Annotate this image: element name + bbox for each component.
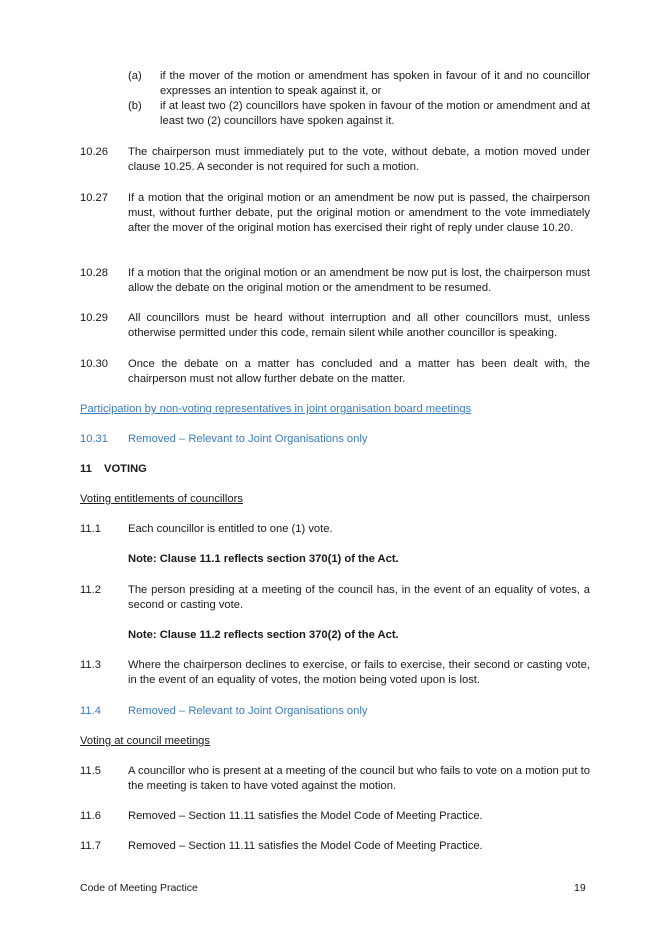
subclause-text: if the mover of the motion or amendment has spoken in favour of it and no councillor expresses an intention to speak against it, or	[160, 70, 590, 97]
clause-number: 11.3	[80, 659, 101, 671]
note: Note: Clause 11.1 reflects section 370(1) of the Act.	[128, 553, 399, 565]
subclause-text: if at least two (2) councillors have spoken in favour of the motion or amendment and at least two (2) councillors have spoken against it.	[160, 100, 590, 127]
note: Note: Clause 11.2 reflects section 370(2) of the Act.	[128, 629, 399, 641]
subheading: Voting at council meetings	[80, 735, 210, 747]
clause-number: 11.5	[80, 765, 101, 777]
clause-text: All councillors must be heard without interruption and all other councillors must, unless otherwise permitted under this code, remain silent while another councillor is speaking.	[128, 312, 590, 339]
clause-number: 11.1	[80, 523, 101, 535]
clause-number: 11.6	[80, 810, 101, 822]
section-title: VOTING	[104, 463, 147, 475]
clause-number: 10.30	[80, 358, 108, 370]
clause-text: If a motion that the original motion or an amendment be now put is lost, the chairperson must allow the debate on the original motion or the amendment to be resumed.	[128, 267, 590, 294]
clause-number: 11.4	[80, 705, 101, 717]
clause-text: Each councillor is entitled to one (1) vote.	[128, 523, 333, 535]
clause-text: Removed – Section 11.11 satisfies the Model Code of Meeting Practice.	[128, 810, 483, 822]
clause-number: 10.31	[80, 433, 108, 445]
clause-number: 10.27	[80, 192, 108, 204]
section-number: 11	[80, 463, 92, 475]
clause-text: Removed – Relevant to Joint Organisations only	[128, 433, 368, 445]
participation-heading-link[interactable]: Participation by non-voting representatives in joint organisation board meetings	[80, 403, 472, 415]
clause-text: The person presiding at a meeting of the council has, in the event of an equality of votes, a second or casting vote.	[128, 584, 590, 611]
subclause-label: (b)	[128, 100, 142, 112]
clause-text: Removed – Section 11.11 satisfies the Model Code of Meeting Practice.	[128, 840, 483, 852]
page-number: 19	[574, 882, 586, 894]
clause-text: Where the chairperson declines to exercise, or fails to exercise, their second or casting vote, in the event of an equality of votes, the motion being voted upon is lost.	[128, 659, 590, 686]
clause-text: A councillor who is present at a meeting of the council but who fails to vote on a motion put to the meeting is taken to have voted against the motion.	[128, 765, 590, 792]
clause-number: 11.7	[80, 840, 101, 852]
clause-text: Removed – Relevant to Joint Organisations only	[128, 705, 368, 717]
footer-title: Code of Meeting Practice	[80, 882, 198, 894]
subheading: Voting entitlements of councillors	[80, 493, 243, 505]
subclause-label: (a)	[128, 70, 142, 82]
clause-text: Once the debate on a matter has concluded and a matter has been dealt with, the chairperson must not allow further debate on the matter.	[128, 358, 590, 385]
clause-text: If a motion that the original motion or an amendment be now put is passed, the chairperson must, without further debate, put the original motion or amendment to the vote immediately after the mover of the original motion has exercised their right of reply under clause 10.20.	[128, 192, 590, 234]
clause-number: 10.26	[80, 146, 108, 158]
clause-number: 10.28	[80, 267, 108, 279]
clause-text: The chairperson must immediately put to the vote, without debate, a motion moved under clause 10.25. A seconder is not required for such a motion.	[128, 146, 590, 173]
clause-number: 11.2	[80, 584, 101, 596]
clause-number: 10.29	[80, 312, 108, 324]
